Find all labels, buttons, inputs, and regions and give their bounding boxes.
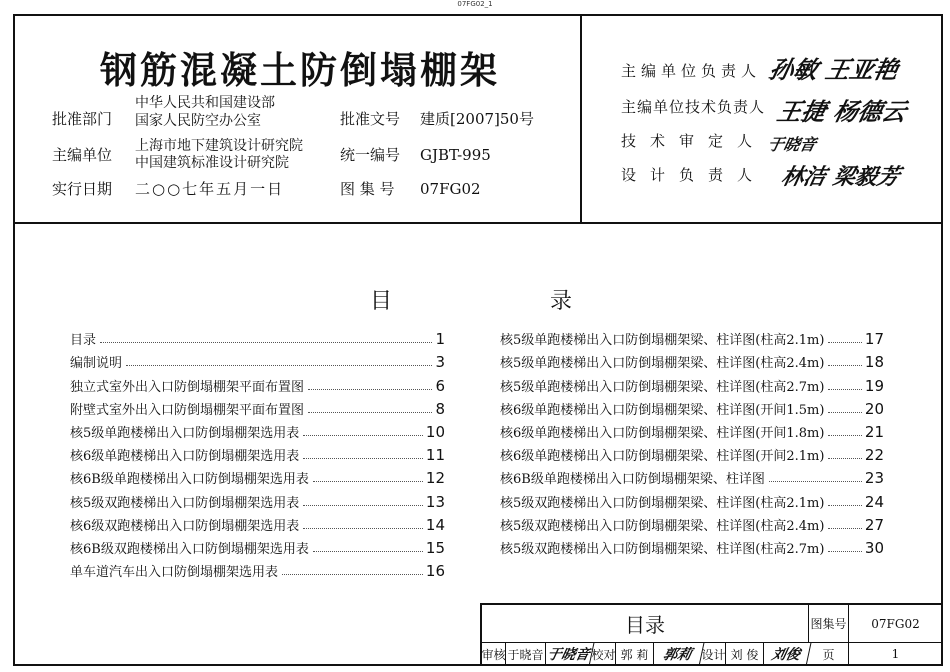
effective-date-label: 实行日期 (52, 180, 113, 198)
approval-dept-line1: 中华人民共和国建设部 (135, 95, 275, 111)
toc-item[interactable]: 核6B级单跑楼梯出入口防倒塌棚架选用表 12 (70, 469, 445, 488)
toc-item[interactable]: 核5级单跑楼梯出入口防倒塌棚架梁、柱详图(柱高2.1m) 17 (500, 330, 884, 349)
toc-item[interactable]: 核6级双跑楼梯出入口防倒塌棚架选用表 14 (70, 515, 445, 534)
toc-item[interactable]: 核6级单跑楼梯出入口防倒塌棚架梁、柱详图(开间1.5m) 20 (500, 399, 884, 418)
toc-item[interactable]: 核6级单跑楼梯出入口防倒塌棚架选用表 11 (70, 446, 445, 465)
approval-doc-label: 批准文号 (340, 110, 401, 128)
page-number: 1 (849, 643, 943, 666)
toc-item[interactable]: 核5级双跑楼梯出入口防倒塌棚架选用表 13 (70, 492, 445, 511)
toc-item[interactable]: 编制说明 3 (70, 353, 445, 372)
design-head-signatures: 林洁 梁毅芳 (778, 164, 903, 190)
unit-head-signatures: 孙敏 王亚艳 (766, 55, 902, 84)
toc-item[interactable]: 独立式室外出入口防倒塌棚架平面布置图 6 (70, 376, 445, 395)
toc-item[interactable]: 附壁式室外出入口防倒塌棚架平面布置图 8 (70, 399, 445, 418)
approval-dept-label: 批准部门 (52, 110, 113, 128)
design-signature: 刘俊 (762, 643, 812, 666)
toc-item[interactable]: 核6B级双跑楼梯出入口防倒塌棚架选用表 15 (70, 538, 445, 557)
approval-dept-line2: 国家人民防空办公室 (135, 113, 261, 129)
editor-unit-line1: 上海市地下建筑设计研究院 (135, 138, 303, 154)
toc-item[interactable]: 核6级单跑楼梯出入口防倒塌棚架梁、柱详图(开间2.1m) 22 (500, 446, 884, 465)
review-signature: 于晓音 (765, 135, 818, 154)
check-name: 郭 莉 (616, 643, 654, 666)
toc-item[interactable]: 核6B级单跑楼梯出入口防倒塌棚架梁、柱详图 23 (500, 469, 884, 488)
review-signature: 于晓音 (544, 643, 595, 666)
toc-item[interactable]: 核5级双跑楼梯出入口防倒塌棚架梁、柱详图(柱高2.1m) 24 (500, 492, 884, 511)
toc-item[interactable]: 核6级单跑楼梯出入口防倒塌棚架梁、柱详图(开间1.8m) 21 (500, 422, 884, 441)
editor-unit-label: 主编单位 (52, 146, 113, 164)
title-block-atlas-value: 07FG02 (849, 605, 943, 643)
design-name: 刘 俊 (726, 643, 764, 666)
design-label: 设计 (702, 643, 726, 666)
unified-number-label: 统一编号 (340, 146, 401, 164)
toc-item[interactable]: 目录 1 (70, 330, 445, 349)
unit-head-label: 主编单位负责人 (621, 62, 762, 80)
editor-unit-line2: 中国建筑标准设计研究院 (135, 155, 289, 171)
approval-doc-value: 建质[2007]50号 (420, 110, 534, 128)
title-block-title: 目录 (482, 605, 809, 643)
check-label: 校对 (592, 643, 616, 666)
toc-heading-right: 录 (550, 289, 573, 314)
toc-item[interactable]: 核5级单跑楼梯出入口防倒塌棚架梁、柱详图(柱高2.4m) 18 (500, 353, 884, 372)
atlas-number-label: 图 集 号 (340, 180, 395, 198)
page-code: 07FG02_1 (457, 0, 493, 8)
atlas-title: 钢筋混凝土防倒塌棚架 (100, 49, 500, 92)
review-label: 审核 (482, 643, 506, 666)
toc-heading-left: 目 (370, 289, 393, 314)
toc-item[interactable]: 核5级单跑楼梯出入口防倒塌棚架梁、柱详图(柱高2.7m) 19 (500, 376, 884, 395)
check-signature: 郭莉 (652, 643, 705, 666)
design-head-label: 设计负责人 (621, 166, 767, 184)
title-block (480, 603, 943, 666)
atlas-number-value: 07FG02 (420, 180, 481, 198)
page-label: 页 (809, 643, 849, 666)
effective-date-value: 二○○七年五月一日 (135, 180, 285, 198)
tech-head-signatures: 王捷 杨德云 (774, 97, 910, 126)
title-block-atlas-label: 图集号 (809, 605, 849, 643)
toc-left-column (70, 325, 445, 580)
toc-item[interactable]: 核5级双跑楼梯出入口防倒塌棚架梁、柱详图(柱高2.7m) 30 (500, 538, 884, 557)
review-label: 技术审定人 (621, 132, 767, 150)
toc-item[interactable]: 核5级双跑楼梯出入口防倒塌棚架梁、柱详图(柱高2.4m) 27 (500, 515, 884, 534)
header-vertical-divider (580, 14, 582, 223)
toc-right-column (500, 325, 884, 557)
header-divider (13, 222, 943, 224)
review-name: 于晓音 (506, 643, 546, 666)
toc-item[interactable]: 核5级单跑楼梯出入口防倒塌棚架选用表 10 (70, 422, 445, 441)
unified-number-value: GJBT-995 (420, 146, 491, 164)
tech-head-label: 主编单位技术负责人 (621, 98, 766, 116)
toc-item[interactable]: 单车道汽车出入口防倒塌棚架选用表 16 (70, 562, 445, 581)
